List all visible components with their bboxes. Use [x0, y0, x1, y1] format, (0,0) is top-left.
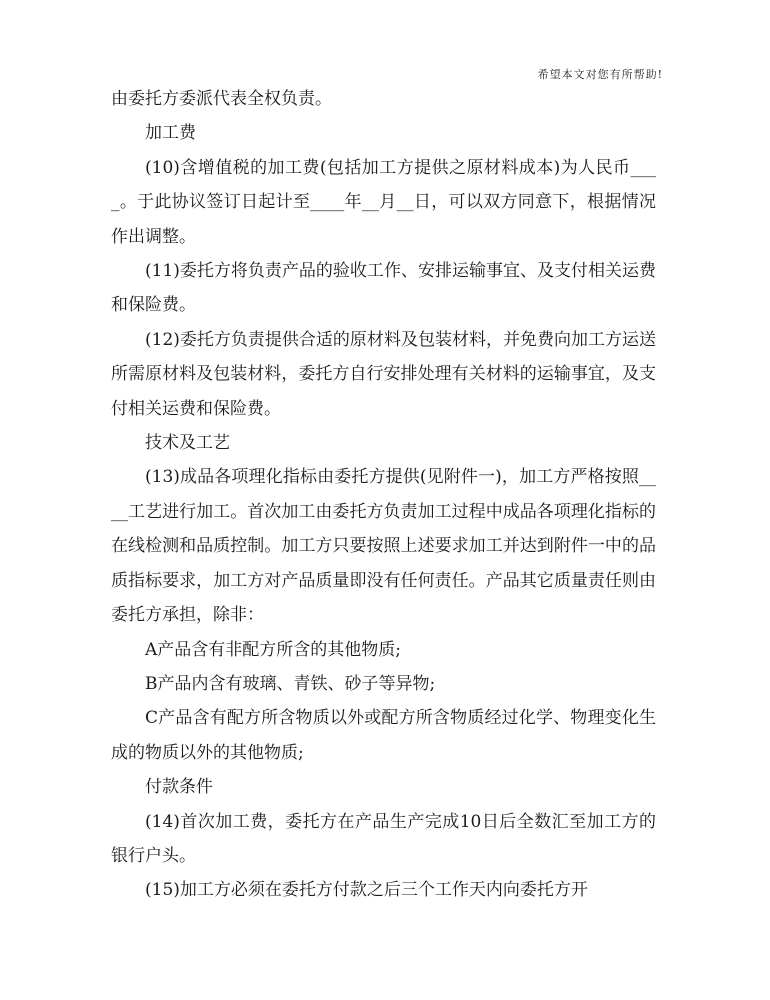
section-heading-technology: 技术及工艺 — [145, 433, 230, 454]
header-note: 希望本文对您有所帮助! — [537, 68, 663, 81]
paragraph: 由委托方委派代表全权负责。 — [111, 89, 332, 109]
paragraph: (13)成品各项理化指标由委托方提供(见附件一)，加工方严格按照____工艺进行加工。首次加工由委托方负责加工过程中成品各项理化指标的在线检测和品质控制。加工方只要按照上述要求加工并达到附件一中的品质指标要求，加工方对产品质量即没有任何责任。产品其它质量责任则由委托方承担，除非： — [111, 467, 656, 626]
section-heading-payment: 付款条件 — [145, 777, 213, 798]
section-heading-processing-fee: 加工费 — [145, 123, 196, 144]
paragraph: (12)委托方负责提供合适的原材料及包装材料，并免费向加工方运送所需原材料及包装材料，委托方自行安排处理有关材料的运输事宜，及支付相关运费和保险费。 — [111, 329, 656, 419]
paragraph: (11)委托方将负责产品的验收工作、安排运输事宜、及支付相关运费和保险费。 — [111, 261, 656, 316]
paragraph: (10)含增值税的加工费(包括加工方提供之原材料成本)为人民币____。于此协议签订日起计至____年__月__日，可以双方同意下，根据情况作出调整。 — [111, 157, 656, 247]
paragraph: (14)首次加工费，委托方在产品生产完成10日后全数汇至加工方的银行户头。 — [111, 811, 656, 866]
paragraph: (15)加工方必须在委托方付款之后三个工作天内向委托方开 — [145, 880, 588, 901]
list-item: C产品含有配方所含物质以外或配方所含物质经过化学、物理变化生成的物质以外的其他物质; — [111, 708, 656, 763]
list-item: A产品含有非配方所含的其他物质; — [145, 639, 402, 660]
document-body — [111, 82, 656, 908]
list-item: B产品内含有玻璃、青铁、砂子等异物; — [145, 673, 436, 694]
